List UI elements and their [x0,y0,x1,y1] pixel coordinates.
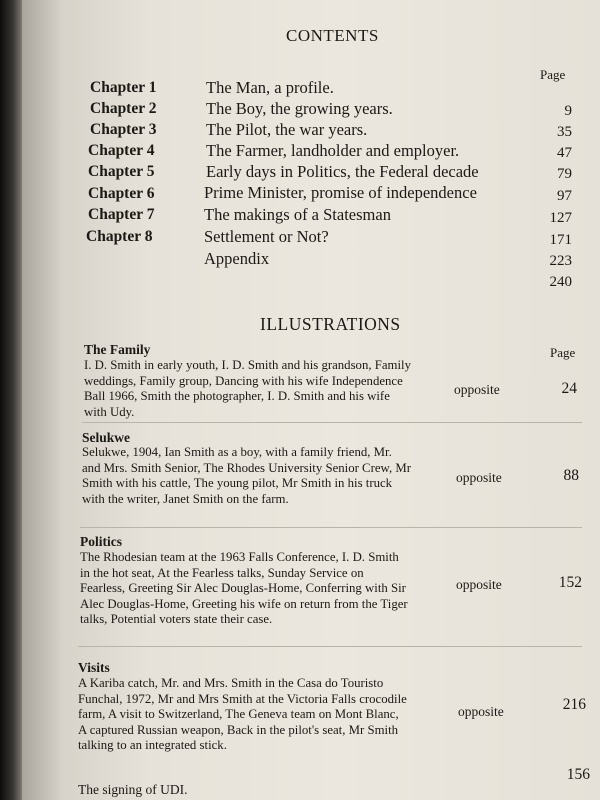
section-heading: Visits [78,660,110,675]
chapter-title: Appendix [204,249,270,268]
section-page: 24 [561,380,577,397]
book-spine-shadow [0,0,24,800]
chapter-title: The Pilot, the war years. [206,120,368,139]
section-heading: The signing of UDI. [78,782,188,797]
chapter-title: Settlement or Not? [204,227,329,246]
section-page: 216 [562,696,586,713]
section-page: 88 [563,467,579,484]
section-heading: Selukwe [82,430,131,445]
contents-title: CONTENTS [286,26,379,45]
chapter-label: Chapter 4 [88,142,155,159]
section-position: opposite [458,704,504,719]
chapter-page: 240 [549,274,572,290]
section-description: A Kariba catch, Mr. and Mrs. Smith in the Casa do Touristo Funchal, 1972, Mr and Mrs Smith at the Victoria Falls crocodile farm, A visit to Switzerland, The Geneva team on Mont Blanc, A captured Russian weapon, Back in the pilot's seat, Mr Smith talking to an integrated stick. [78,676,407,753]
chapter-label: Chapter 1 [90,79,157,96]
chapter-page: 35 [557,124,572,140]
chapter-page: 223 [549,253,572,269]
illustrations-title: ILLUSTRATIONS [260,314,401,334]
chapter-label: Chapter 7 [88,206,155,223]
section-divider [82,422,582,423]
section-position: opposite [456,577,502,592]
section-position: opposite [454,382,500,397]
section-divider [80,527,582,528]
section-heading: The Family [84,342,151,357]
section-heading: Politics [80,534,122,549]
chapter-title: The Boy, the growing years. [206,99,393,118]
chapter-label: Chapter 5 [88,163,155,180]
chapter-title: The makings of a Statesman [204,205,391,224]
chapter-label: Chapter 3 [90,121,157,138]
section-divider [78,646,582,647]
chapter-page: 9 [564,103,572,119]
chapter-page: 171 [549,232,572,248]
chapter-title: The Farmer, landholder and employer. [206,141,460,160]
chapter-page: 79 [557,166,572,182]
chapter-page: 47 [557,145,572,161]
section-description: I. D. Smith in early youth, I. D. Smith and his grandson, Family weddings, Family group, Dancing with his wife Independence Ball 1966, Smith the photographer, I. D. Smith and his wife with Udy. [84,358,412,419]
chapter-title: Prime Minister, promise of independence [204,183,477,202]
section-description: Selukwe, 1904, Ian Smith as a boy, with a family friend, Mr. and Mrs. Smith Senior, The Rhodes University Senior Crew, Mr Smith with his cattle, The young pilot, Mr Smith in his truck with the writer, Janet Smith on the farm. [82,445,411,506]
chapter-label: Chapter 8 [86,228,153,245]
chapter-label: Chapter 6 [88,185,155,202]
chapter-title: Early days in Politics, the Federal decade [206,162,479,181]
chapter-page: 127 [549,210,572,226]
section-position: opposite [456,470,502,485]
contents-page-header: Page [540,67,566,82]
chapter-page: 97 [557,188,572,204]
book-page [22,0,600,800]
chapter-label: Chapter 2 [90,100,157,117]
section-description: The Rhodesian team at the 1963 Falls Conference, I. D. Smith in the hot seat, At the Fearless talks, Sunday Service on Fearless, Greeting Sir Alec Douglas-Home, Conferring with Sir Alec Douglas-Home, Greeting his wife on return from the Tiger talks, Potential voters state their case. [80,550,408,627]
section-page: 152 [558,574,582,591]
chapter-title: The Man, a profile. [206,78,334,97]
section-page: 156 [566,766,590,783]
illustrations-page-header: Page [550,345,576,360]
